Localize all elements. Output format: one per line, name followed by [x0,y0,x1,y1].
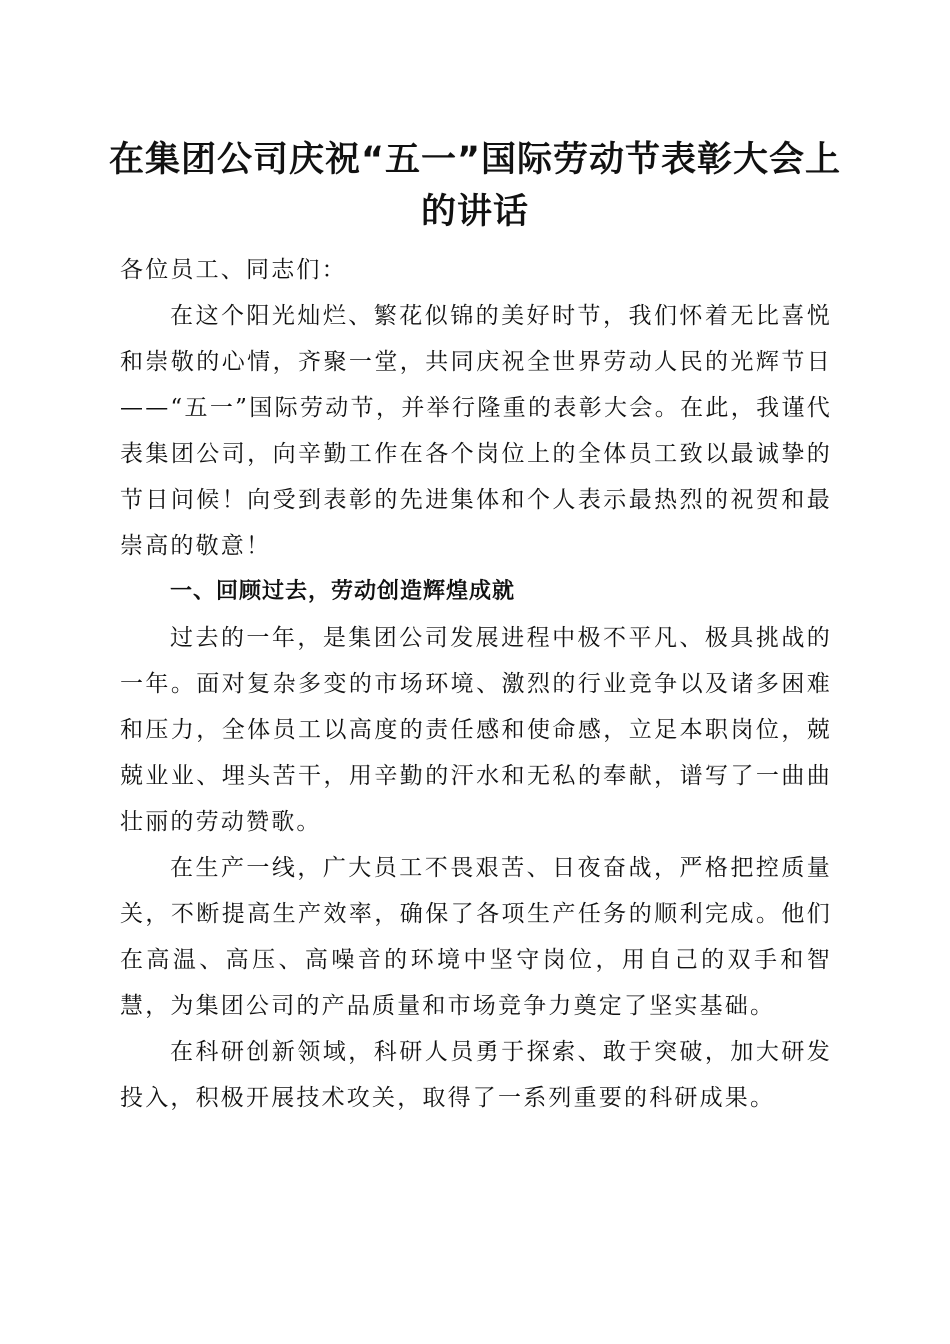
section-heading: 一、回顾过去，劳动创造辉煌成就 [170,579,516,604]
section-paragraph: 在生产一线，广大员工不畏艰苦、日夜奋战，严格把控质量关，不断提高生产效率，确保了各项生产任务的顺利完成。他们在高温、高压、高噪音的环境中坚守岗位，用自己的双手和智慧，为集团公司的产品质量和市场竞争力奠定了坚实基础。 [120,855,832,1019]
document-body [120,247,832,1121]
opening-paragraph: 在这个阳光灿烂、繁花似锦的美好时节，我们怀着无比喜悦和崇敬的心情，齐聚一堂，共同庆祝全世界劳动人民的光辉节日——“五一”国际劳动节，并举行隆重的表彰大会。在此，我谨代表集团公司，向辛勤工作在各个岗位上的全体员工致以最诚挚的节日问候！向受到表彰的先进集体和个人表示最热烈的祝贺和最崇高的敬意！ [120,303,832,559]
section-paragraph: 过去的一年，是集团公司发展进程中极不平凡、极具挑战的一年。面对复杂多变的市场环境、激烈的行业竞争以及诸多困难和压力，全体员工以高度的责任感和使命感，立足本职岗位，兢兢业业、埋头苦干，用辛勤的汗水和无私的奉献，谱写了一曲曲壮丽的劳动赞歌。 [120,625,832,835]
document-title: 在集团公司庆祝“五一”国际劳动节表彰大会上的讲话 [108,140,841,232]
salutation: 各位员工、同志们： [120,257,347,283]
section-paragraph: 在科研创新领域，科研人员勇于探索、敢于突破，加大研发投入，积极开展技术攻关，取得了一系列重要的科研成果。 [120,1039,832,1111]
